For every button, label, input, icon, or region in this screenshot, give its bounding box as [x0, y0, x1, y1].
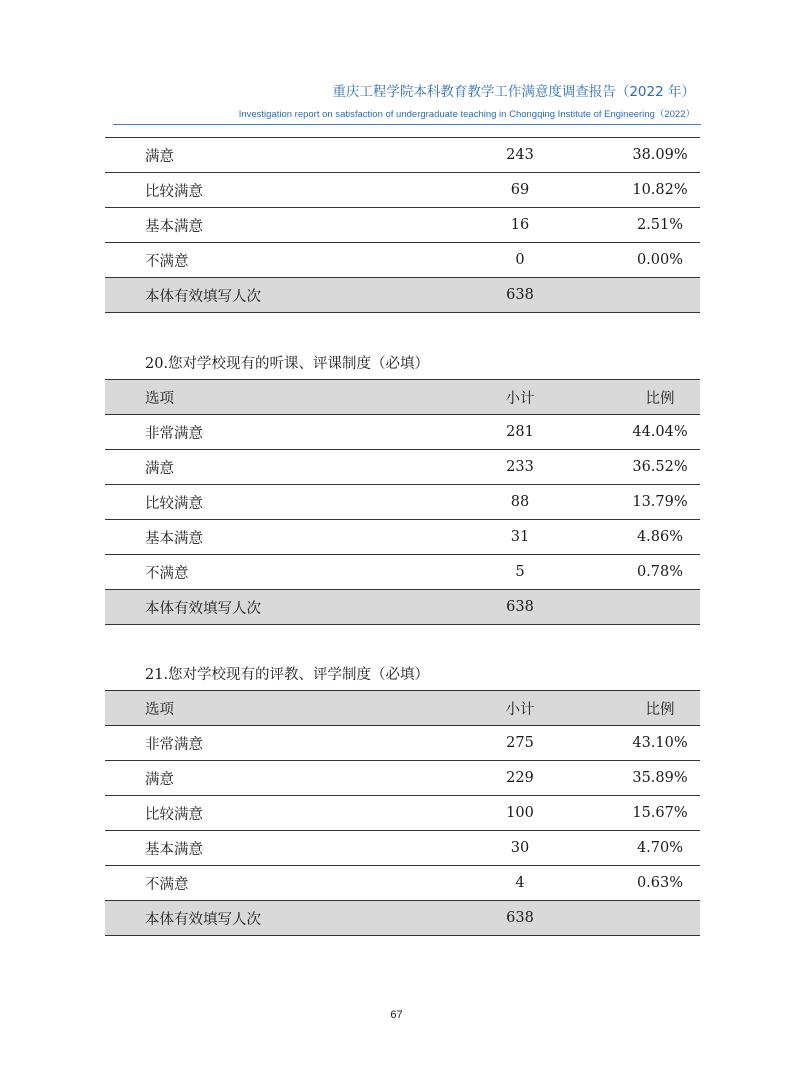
table-row [105, 208, 700, 243]
total-count: 638 [420, 278, 620, 313]
table-row [105, 243, 700, 278]
option-percent: 38.09% [620, 138, 700, 173]
total-label: 本体有效填写人次 [105, 278, 420, 313]
table-row [105, 761, 700, 796]
total-row [105, 278, 700, 313]
option-count: 100 [420, 796, 620, 831]
table-row [105, 726, 700, 761]
option-label: 基本满意 [105, 208, 420, 243]
option-label: 满意 [105, 450, 420, 485]
option-percent: 43.10% [620, 726, 700, 761]
total-row [105, 901, 700, 936]
table-row [105, 450, 700, 485]
option-count: 4 [420, 866, 620, 901]
header-divider [113, 124, 701, 125]
table-continued [105, 137, 700, 313]
option-label: 非常满意 [105, 726, 420, 761]
total-label: 本体有效填写人次 [105, 901, 420, 936]
table-row [105, 138, 700, 173]
option-label: 满意 [105, 138, 420, 173]
option-label: 比较满意 [105, 485, 420, 520]
option-percent: 10.82% [620, 173, 700, 208]
option-percent: 0.00% [620, 243, 700, 278]
table-row [105, 173, 700, 208]
option-percent: 35.89% [620, 761, 700, 796]
column-header-option: 选项 [105, 691, 420, 726]
table-row [105, 866, 700, 901]
option-count: 229 [420, 761, 620, 796]
column-header-option: 选项 [105, 380, 420, 415]
option-count: 16 [420, 208, 620, 243]
option-count: 281 [420, 415, 620, 450]
table-header-row [105, 380, 700, 415]
option-percent: 4.70% [620, 831, 700, 866]
table-row [105, 555, 700, 590]
column-header-percent: 比例 [620, 380, 700, 415]
column-header-percent: 比例 [620, 691, 700, 726]
option-label: 不满意 [105, 555, 420, 590]
option-label: 基本满意 [105, 520, 420, 555]
option-count: 69 [420, 173, 620, 208]
question-20-title: 20.您对学校现有的听课、评课制度（必填） [145, 356, 430, 372]
option-percent: 4.86% [620, 520, 700, 555]
page-number: 67 [390, 1009, 403, 1021]
table-row [105, 520, 700, 555]
option-count: 5 [420, 555, 620, 590]
option-percent: 15.67% [620, 796, 700, 831]
option-count: 31 [420, 520, 620, 555]
table-row [105, 796, 700, 831]
question-21-table [105, 690, 700, 936]
option-count: 0 [420, 243, 620, 278]
option-percent: 0.63% [620, 866, 700, 901]
option-percent: 2.51% [620, 208, 700, 243]
question-21-title: 21.您对学校现有的评教、评学制度（必填） [145, 667, 430, 683]
option-count: 275 [420, 726, 620, 761]
option-count: 233 [420, 450, 620, 485]
column-header-count: 小计 [420, 691, 620, 726]
report-title-en: Investigation report on satisfaction of undergraduate teaching in Chongqing Institute of Engineering（2022） [238, 109, 695, 120]
total-count: 638 [420, 901, 620, 936]
option-percent: 13.79% [620, 485, 700, 520]
table-header-row [105, 691, 700, 726]
question-20-table [105, 379, 700, 625]
total-row [105, 590, 700, 625]
table-row [105, 831, 700, 866]
option-percent: 36.52% [620, 450, 700, 485]
table-row [105, 415, 700, 450]
column-header-count: 小计 [420, 380, 620, 415]
option-label: 基本满意 [105, 831, 420, 866]
option-label: 满意 [105, 761, 420, 796]
table-row [105, 485, 700, 520]
option-count: 243 [420, 138, 620, 173]
total-count: 638 [420, 590, 620, 625]
option-label: 非常满意 [105, 415, 420, 450]
option-label: 比较满意 [105, 796, 420, 831]
option-count: 30 [420, 831, 620, 866]
report-title-cn: 重庆工程学院本科教育教学工作满意度调查报告（2022 年） [332, 84, 695, 100]
option-percent: 0.78% [620, 555, 700, 590]
option-count: 88 [420, 485, 620, 520]
option-label: 不满意 [105, 866, 420, 901]
option-label: 比较满意 [105, 173, 420, 208]
option-label: 不满意 [105, 243, 420, 278]
option-percent: 44.04% [620, 415, 700, 450]
total-label: 本体有效填写人次 [105, 590, 420, 625]
